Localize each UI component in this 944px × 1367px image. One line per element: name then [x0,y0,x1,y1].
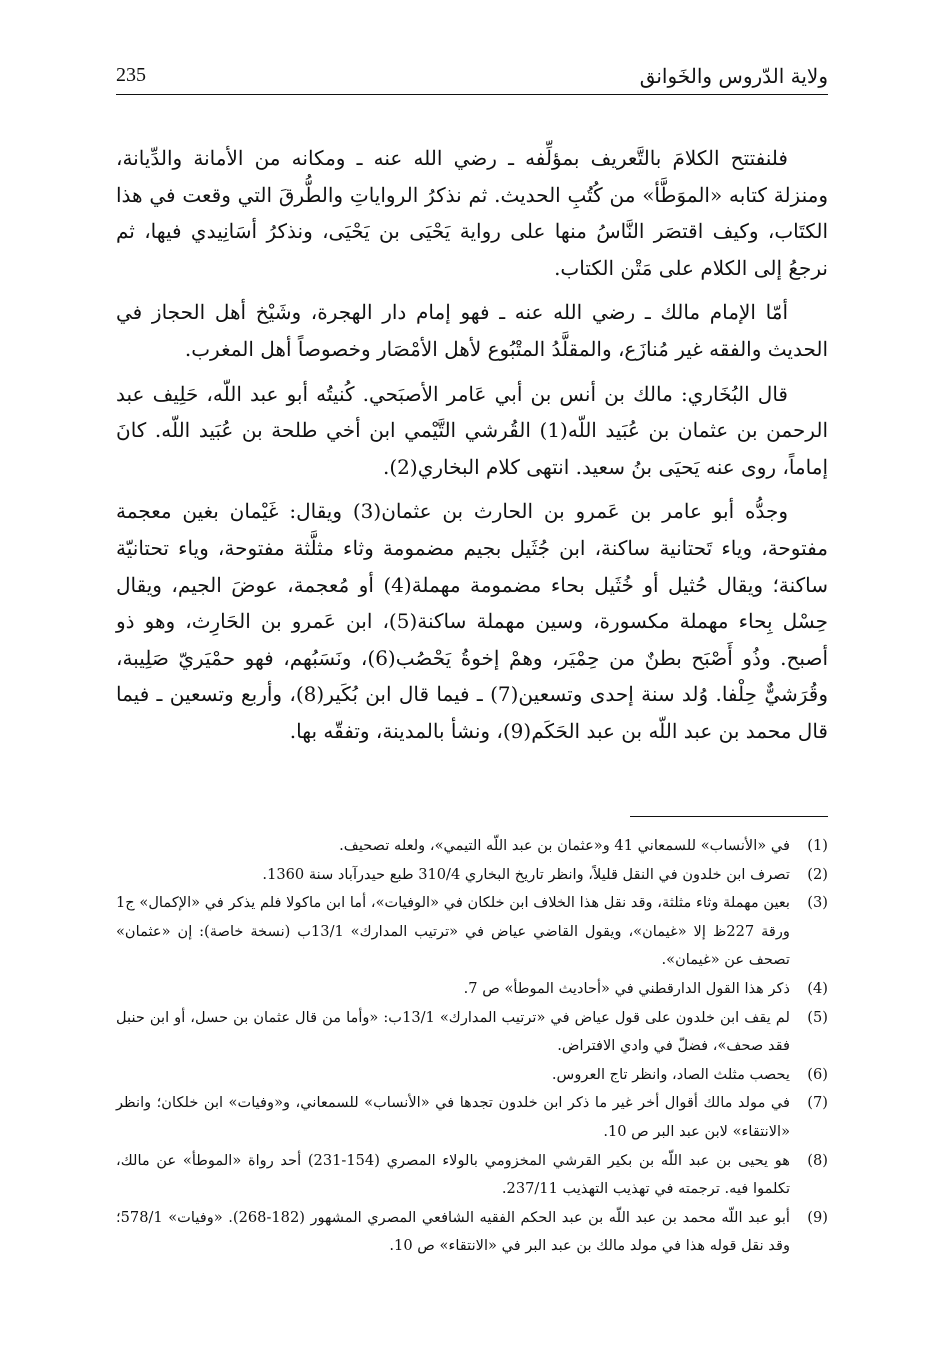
footnotes [116,832,828,1261]
footnote [116,1204,828,1261]
paragraph: أمّا الإمام مالك ـ رضي الله عنه ـ فهو إمام دار الهجرة، وشَيْخ أهل الحجاز في الحديث والفقه غير مُنازَع، والمقلَّدُ المتْبُوع لأهل الأمْصَار وخصوصاً أهل المغرب. [116,300,828,361]
footnote-text: ذكر هذا القول الدارقطني في «أحاديث الموطأ» ص 7. [463,979,790,997]
footnote [116,975,828,1004]
paragraph: فلنفتتح الكلامَ بالتَّعريف بمؤلِّفه ـ رضي الله عنه ـ ومكانه من الأمانة والدِّيانة، ومنزلة كتابه «الموَطَّأ» من كُتُبِ الحديث. ثم نذكرُ الرواياتِ والطُّرقَ التي وقعت في هذا الكتَاب، وكيف اقتصَر النَّاسُ منها على رواية يَحْيَى بن يَحْيَى، ونذكرُ أسَانِيدي فيها، ثم نرجعُ إلى الكلام على مَتْن الكتاب. [116,146,828,280]
paragraph: وجدُّه أبو عامر بن عَمرو بن الحارث بن عثمان(3) ويقال: غَيْمان بغين معجمة مفتوحة، وياء تَحتانية ساكنة، ابن جُثَيل بجيم مضمومة وثاء مثلَّثة مفتوحة، وياء تحتانيّة ساكنة؛ ويقال حُثيل أو خُثَيل بحاء مضمومة مهملة(4) أو مُعجمة، عوضَ الجيم، ويقال حِسْل بِحاء مهملة مكسورة، وسين مهملة ساكنة(5)، ابن عَمرو بن الحَارِث، وهو ذو أصبح. وذُو أَصْبَح بطنٌ من حِمْيَر، وهمْ إخوةُ يَحْصُب(6)، ونَسَبُهم، فهو حمْيَريّ صَلِيبة، وقُرَشيٌّ حِلْفا. وُلد سنة إحدى وتسعين(7) ـ فيما قال ابن بُكَير(8)، وأربع وتسعين ـ فيما قال محمد بن عبد اللّه بن عبد الحَكَم(9)، ونشأ بالمدينة، وتفقّه بها. [116,499,829,743]
footnote-text: في مولد مالك أقوال أخر غير ما ذكر ابن خلدون تجدها في «الأنساب» للسمعاني، و«وفيات» ابن خلكان؛ وانظر «الانتقاء» لابن عبد البر ص 10. [116,1094,790,1140]
footnote-text: تصرف ابن خلدون في النقل قليلاً، وانظر تاريخ البخاري 310/4 طبع حيدرآباد سنة 1360. [262,865,790,883]
footnote [116,1061,828,1090]
footnote [116,1147,828,1204]
footnote-number: (1) [807,837,828,854]
footnote-text: في «الأنساب» للسمعاني 41 و«عثمان بن عبد اللّه التيمي»، ولعله تصحيف. [339,837,790,854]
footnote-text: يحصب مثلث الصاد، وانظر تاج العروس. [551,1065,790,1083]
footnote-number: (3) [807,894,828,912]
footnote [116,832,828,861]
running-title: ولاية الدّروس والخَوانق [639,64,828,88]
footnote-text: أبو عبد اللّه محمد بن عبد اللّه بن عبد الحكم الفقيه الشافعي المصري المشهور (182-268). «وفيات» 578/1؛ وقد نقل قوله هذا في مولد مالك بن عبد البر في «الانتقاء» ص 10. [116,1208,790,1255]
footnote-text: بعين مهملة وثاء مثلثة، وقد نقل هذا الخلاف ابن خلكان في «الوفيات»، أما ابن ماكولا فلم يذكر في «الإكمال» ج1 ورقة 227ظ إلا «غيمان»، ويقول القاضي عياض في «ترتيب المدارك» 13/1ب (نسخة خاصة): إن «عثمان» تصحف عن «غيمان». [116,894,790,969]
footnote-number: (2) [807,865,828,883]
footnote [116,1089,828,1146]
footnote-number: (8) [807,1151,828,1169]
main-text [116,140,828,750]
footnote-number: (4) [807,979,828,997]
page-header [116,60,828,95]
footnote-text: لم يقف ابن خلدون على قول عياض في «ترتيب المدارك» 13/1ب: «وأما من قال عثمان بن حسل، أو ابن حنبل فقد صحف»، فضلّ في وادي الافتراض. [116,1008,790,1055]
footnote-number: (6) [807,1065,828,1083]
footnote-number: (5) [807,1008,828,1026]
footnote-number: (7) [807,1094,828,1112]
paragraph: قال البُخَاري: مالك بن أنس بن أبي عَامر الأصبَحي. كُنيتُه أبو عبد اللّه، حَلِيف عبد الرحمن بن عثمان بن عُبَيد اللّه(1) القُرشي التَّيْمي ابن أخي طلحة بن عُبَيد اللّه. كانَ إماماً، روى عنه يَحيَى بنُ سعيد. انتهى كلام البخاري(2). [116,381,828,479]
footnote-text: هو يحيى بن عبد اللّه بن بكير القرشي المخزومي بالولاء المصري (154-231) أحد رواة «الموطأ» عن مالك، تكلموا فيه. ترجمته في تهذيب التهذيب 237/11. [116,1151,790,1198]
footnote-separator [630,816,828,817]
footnote [116,861,828,890]
page-number: 235 [116,64,146,86]
footnote [116,889,828,975]
footnote-number: (9) [807,1208,828,1226]
footnote [116,1004,828,1061]
